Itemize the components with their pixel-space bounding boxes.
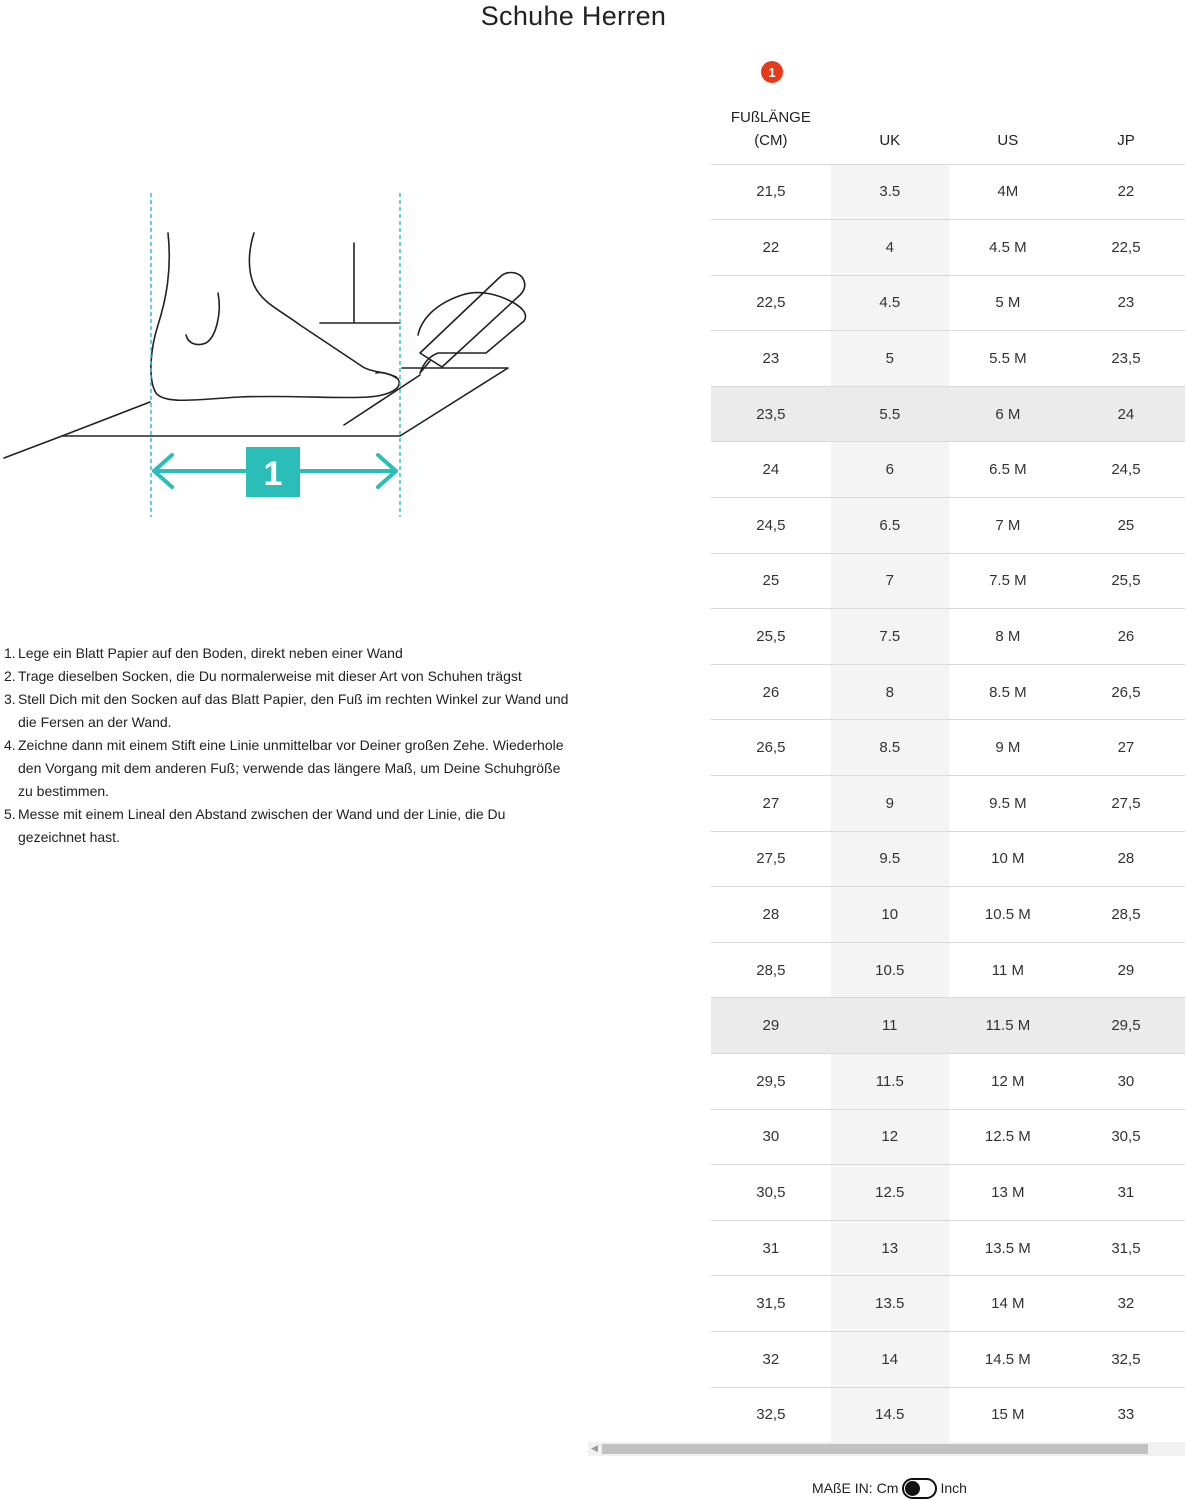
table-row: [711, 942, 1185, 998]
table-row: [711, 609, 1185, 665]
table-row: [711, 831, 1185, 887]
cell-uk: 8.5: [831, 720, 949, 776]
cell-cm: 26,5: [711, 720, 831, 776]
cell-jp: 22,5: [1067, 220, 1185, 276]
cell-jp: 28: [1067, 831, 1185, 887]
cell-jp: 24,5: [1067, 442, 1185, 498]
cell-us: 11.5 M: [949, 998, 1067, 1054]
cell-cm: 32: [711, 1331, 831, 1387]
cell-us: 11 M: [949, 942, 1067, 998]
table-row: [711, 164, 1185, 220]
cell-uk: 9: [831, 776, 949, 832]
table-row: [711, 1054, 1185, 1110]
table-row: [711, 498, 1185, 554]
cell-uk: 4.5: [831, 275, 949, 331]
cell-jp: 30: [1067, 1054, 1185, 1110]
cell-uk: 8: [831, 664, 949, 720]
scroll-left-icon[interactable]: ◀: [591, 1443, 598, 1453]
cell-cm: 29: [711, 998, 831, 1054]
cell-cm: 22,5: [711, 275, 831, 331]
table-row: [711, 1220, 1185, 1276]
size-table-header-row: [711, 100, 1185, 164]
cell-jp: 25: [1067, 498, 1185, 554]
cell-cm: 24,5: [711, 498, 831, 554]
cell-us: 8.5 M: [949, 664, 1067, 720]
cell-cm: 30,5: [711, 1165, 831, 1221]
table-row: [711, 275, 1185, 331]
cell-us: 10 M: [949, 831, 1067, 887]
cell-uk: 12.5: [831, 1165, 949, 1221]
cell-uk: 14.5: [831, 1387, 949, 1443]
size-table: [711, 100, 1185, 1443]
measurement-instructions: [0, 642, 575, 849]
cell-uk: 9.5: [831, 831, 949, 887]
cell-jp: 26,5: [1067, 664, 1185, 720]
size-table-body: [711, 164, 1185, 1443]
instruction-item: 1. Lege ein Blatt Papier auf den Boden, direkt neben einer Wand: [4, 645, 403, 661]
cell-jp: 32,5: [1067, 1331, 1185, 1387]
cell-us: 5.5 M: [949, 331, 1067, 387]
table-row: [711, 720, 1185, 776]
table-row: [711, 1331, 1185, 1387]
cell-cm: 31: [711, 1220, 831, 1276]
cell-jp: 30,5: [1067, 1109, 1185, 1165]
cell-jp: 27: [1067, 720, 1185, 776]
cell-cm: 27,5: [711, 831, 831, 887]
cell-uk: 11: [831, 998, 949, 1054]
cell-uk: 10: [831, 887, 949, 943]
cell-cm: 25,5: [711, 609, 831, 665]
table-row: [711, 220, 1185, 276]
cell-jp: 33: [1067, 1387, 1185, 1443]
table-row: [711, 1276, 1185, 1332]
header-us: US: [949, 100, 1067, 164]
table-row: [711, 553, 1185, 609]
scrollbar-thumb[interactable]: [602, 1444, 1148, 1454]
cell-us: 12 M: [949, 1054, 1067, 1110]
header-foot-length: FUßLÄNGE (CM): [711, 100, 831, 164]
cell-us: 6 M: [949, 386, 1067, 442]
header-uk: UK: [831, 100, 949, 164]
cell-jp: 26: [1067, 609, 1185, 665]
cell-jp: 27,5: [1067, 776, 1185, 832]
cell-jp: 29,5: [1067, 998, 1185, 1054]
cell-uk: 7.5: [831, 609, 949, 665]
cell-uk: 4: [831, 220, 949, 276]
cell-uk: 3.5: [831, 164, 949, 220]
cell-uk: 5: [831, 331, 949, 387]
cell-jp: 32: [1067, 1276, 1185, 1332]
cell-us: 13.5 M: [949, 1220, 1067, 1276]
table-row: [711, 386, 1185, 442]
cell-uk: 7: [831, 553, 949, 609]
cell-uk: 14: [831, 1331, 949, 1387]
cell-us: 15 M: [949, 1387, 1067, 1443]
foot-measurement-illustration: [0, 185, 560, 530]
cell-jp: 23,5: [1067, 331, 1185, 387]
table-row: [711, 776, 1185, 832]
units-switch[interactable]: [902, 1478, 937, 1499]
table-row: [711, 1387, 1185, 1443]
table-row: [711, 664, 1185, 720]
cell-uk: 12: [831, 1109, 949, 1165]
cell-uk: 6: [831, 442, 949, 498]
cell-cm: 29,5: [711, 1054, 831, 1110]
cell-uk: 10.5: [831, 942, 949, 998]
cell-us: 8 M: [949, 609, 1067, 665]
cell-cm: 25: [711, 553, 831, 609]
unit-option-cm[interactable]: Cm: [876, 1480, 899, 1496]
cell-cm: 23,5: [711, 386, 831, 442]
instruction-item: 5. Messe mit einem Lineal den Abstand zwischen der Wand und der Linie, die Du gezeichnet hast.: [4, 806, 506, 845]
header-jp: JP: [1067, 100, 1185, 164]
table-row: [711, 442, 1185, 498]
cell-us: 4M: [949, 164, 1067, 220]
cell-us: 10.5 M: [949, 887, 1067, 943]
cell-us: 12.5 M: [949, 1109, 1067, 1165]
cell-us: 9 M: [949, 720, 1067, 776]
cell-cm: 28,5: [711, 942, 831, 998]
units-toggle: [812, 1477, 967, 1499]
cell-uk: 13.5: [831, 1276, 949, 1332]
table-row: [711, 1109, 1185, 1165]
cell-cm: 26: [711, 664, 831, 720]
cell-us: 5 M: [949, 275, 1067, 331]
cell-us: 13 M: [949, 1165, 1067, 1221]
instruction-item: 2. Trage dieselben Socken, die Du normalerweise mit dieser Art von Schuhen trägst: [4, 668, 522, 684]
cell-jp: 28,5: [1067, 887, 1185, 943]
cell-cm: 28: [711, 887, 831, 943]
cell-jp: 22: [1067, 164, 1185, 220]
cell-us: 14.5 M: [949, 1331, 1067, 1387]
table-row: [711, 1165, 1185, 1221]
instruction-item: 3. Stell Dich mit den Socken auf das Blatt Papier, den Fuß im rechten Winkel zur Wand und die Fersen an der Wand.: [4, 691, 569, 730]
table-row: [711, 331, 1185, 387]
cell-us: 4.5 M: [949, 220, 1067, 276]
cell-uk: 11.5: [831, 1054, 949, 1110]
cell-cm: 32,5: [711, 1387, 831, 1443]
cell-us: 14 M: [949, 1276, 1067, 1332]
table-row: [711, 887, 1185, 943]
cell-cm: 23: [711, 331, 831, 387]
cell-cm: 22: [711, 220, 831, 276]
cell-jp: 31: [1067, 1165, 1185, 1221]
cell-jp: 31,5: [1067, 1220, 1185, 1276]
cell-uk: 5.5: [831, 386, 949, 442]
cell-us: 6.5 M: [949, 442, 1067, 498]
cell-cm: 30: [711, 1109, 831, 1165]
cell-jp: 23: [1067, 275, 1185, 331]
foot-length-marker-badge: 1: [761, 61, 783, 83]
cell-us: 9.5 M: [949, 776, 1067, 832]
cell-cm: 27: [711, 776, 831, 832]
cell-uk: 6.5: [831, 498, 949, 554]
page-title: Schuhe Herren: [480, 1, 667, 31]
cell-cm: 21,5: [711, 164, 831, 220]
instruction-item: 4. Zeichne dann mit einem Stift eine Linie unmittelbar vor Deiner großen Zehe. Wiederhole den Vorgang mit dem anderen Fuß; verwende das längere Maß, um Deine Schuhgröße zu bestimmen.: [4, 737, 564, 799]
units-label: MAßE IN:: [812, 1480, 873, 1496]
cell-jp: 24: [1067, 386, 1185, 442]
table-row: [711, 998, 1185, 1054]
cell-cm: 31,5: [711, 1276, 831, 1332]
cell-cm: 24: [711, 442, 831, 498]
units-switch-knob[interactable]: [905, 1481, 920, 1496]
measurement-marker-label: 1: [263, 455, 283, 493]
cell-jp: 25,5: [1067, 553, 1185, 609]
cell-uk: 13: [831, 1220, 949, 1276]
cell-jp: 29: [1067, 942, 1185, 998]
horizontal-scrollbar[interactable]: [588, 1442, 1185, 1456]
unit-option-inch[interactable]: Inch: [940, 1480, 967, 1496]
cell-us: 7 M: [949, 498, 1067, 554]
cell-us: 7.5 M: [949, 553, 1067, 609]
